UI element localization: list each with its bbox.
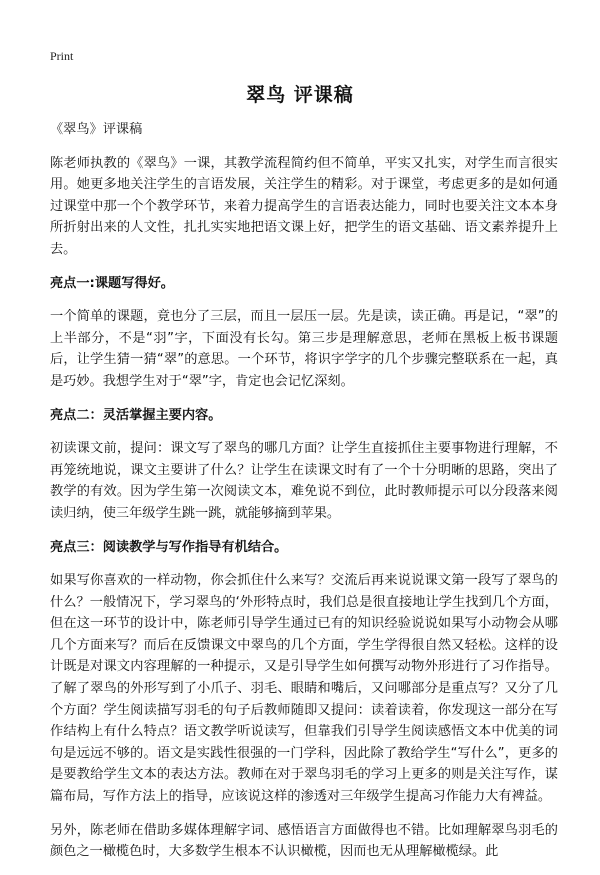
section-body-3: 如果写你喜欢的一样动物，你会抓住什么来写？交流后再来说说课文第一段写了翠鸟的什么？一般情况下，学习翠鸟的‘外形特点时，我们总是很直接地让学生找到几个方面，但在这一环节的设计中，陈老师引导学生通过已有的知识经验说说如果写小动物会从哪几个方面来写？而后在反馈课文中翠鸟的几个方面，学生学得很自然又轻松。这样的设计既是对课文内容理解的一种提示，又是引导学生如何撰写动物外形进行了习作指导。了解了翠鸟的外形写到了小爪子、羽毛、眼睛和嘴后，又问哪部分是重点写？又分了几个方面？学生阅读描写羽毛的句子后教师随即又提问：读着读着，你发现这一部分在写作结构上有什么特点？语文教学听说读写，但靠我们引导学生阅读感悟文本中优美的词句是远远不够的。语文是实践性很强的一门学科，因此除了教给学生“写什么”，更多的是要教给学生文本的表达方法。教师在对于翠鸟羽毛的学习上更多的则是关注写作，谋篇布局，写作方法上的指导，应该说这样的渗透对三年级学生提高习作能力大有裨益。 <box>50 573 558 805</box>
section-heading-3: 亮点三：阅读教学与写作指导有机结合。 <box>50 539 288 555</box>
page-title: 翠鸟 评课稿 <box>246 84 354 106</box>
document-subtitle: 《翠鸟》评课稿 <box>50 122 143 137</box>
section-heading-1: 亮点一:课题写得好。 <box>50 275 174 291</box>
document-body <box>50 119 558 875</box>
intro-paragraph: 陈老师执教的《翠鸟》一课，其教学流程简约但不简单，平实又扎实，对学生而言很实用。她更多地关注学生的言语发展，关注学生的精彩。对于课堂，考虑更多的是如何通过课堂中那一个个教学环节，来着力提高学生的言语表达能力，同时也要关注文本本身所折射出来的人文性，扎扎实实地把语文课上好，把学生的语文基础、语文素养提升上去。 <box>50 155 558 257</box>
section-body-2: 初读课文前，提问：课文写了翠鸟的哪几方面？让学生直接抓住主要事物进行理解，不再笼统地说，课文主要讲了什么？让学生在读课文时有了一个十分明晰的思路，突出了教学的有效。因为学生第一次阅读文本，难免说不到位，此时教师提示可以分段落来阅读归纳，使三年级学生跳一跳，就能够摘到苹果。 <box>50 441 558 521</box>
print-label: Print <box>50 49 74 63</box>
section-heading-2: 亮点二：灵活掌握主要内容。 <box>50 407 222 423</box>
closing-paragraph: 另外，陈老师在借助多媒体理解字词、感悟语言方面做得也不错。比如理解翠鸟羽毛的颜色之一橄榄色时，大多数学生根本不认识橄榄，因而也无从理解橄榄绿。此 <box>50 822 558 860</box>
section-body-1: 一个简单的课题，竟也分了三层，而且一层压一层。先是读，读正确。再是记，“翠”的上半部分，不是“羽”字，下面没有长勾。第三步是理解意思，老师在黑板上板书课题后，让学生猜一猜“翠”的意思。一个环节，将识字学字的几个步骤完整联系在一起，真是巧妙。我想学生对于“翠”字，肯定也会记忆深刻。 <box>50 309 558 389</box>
